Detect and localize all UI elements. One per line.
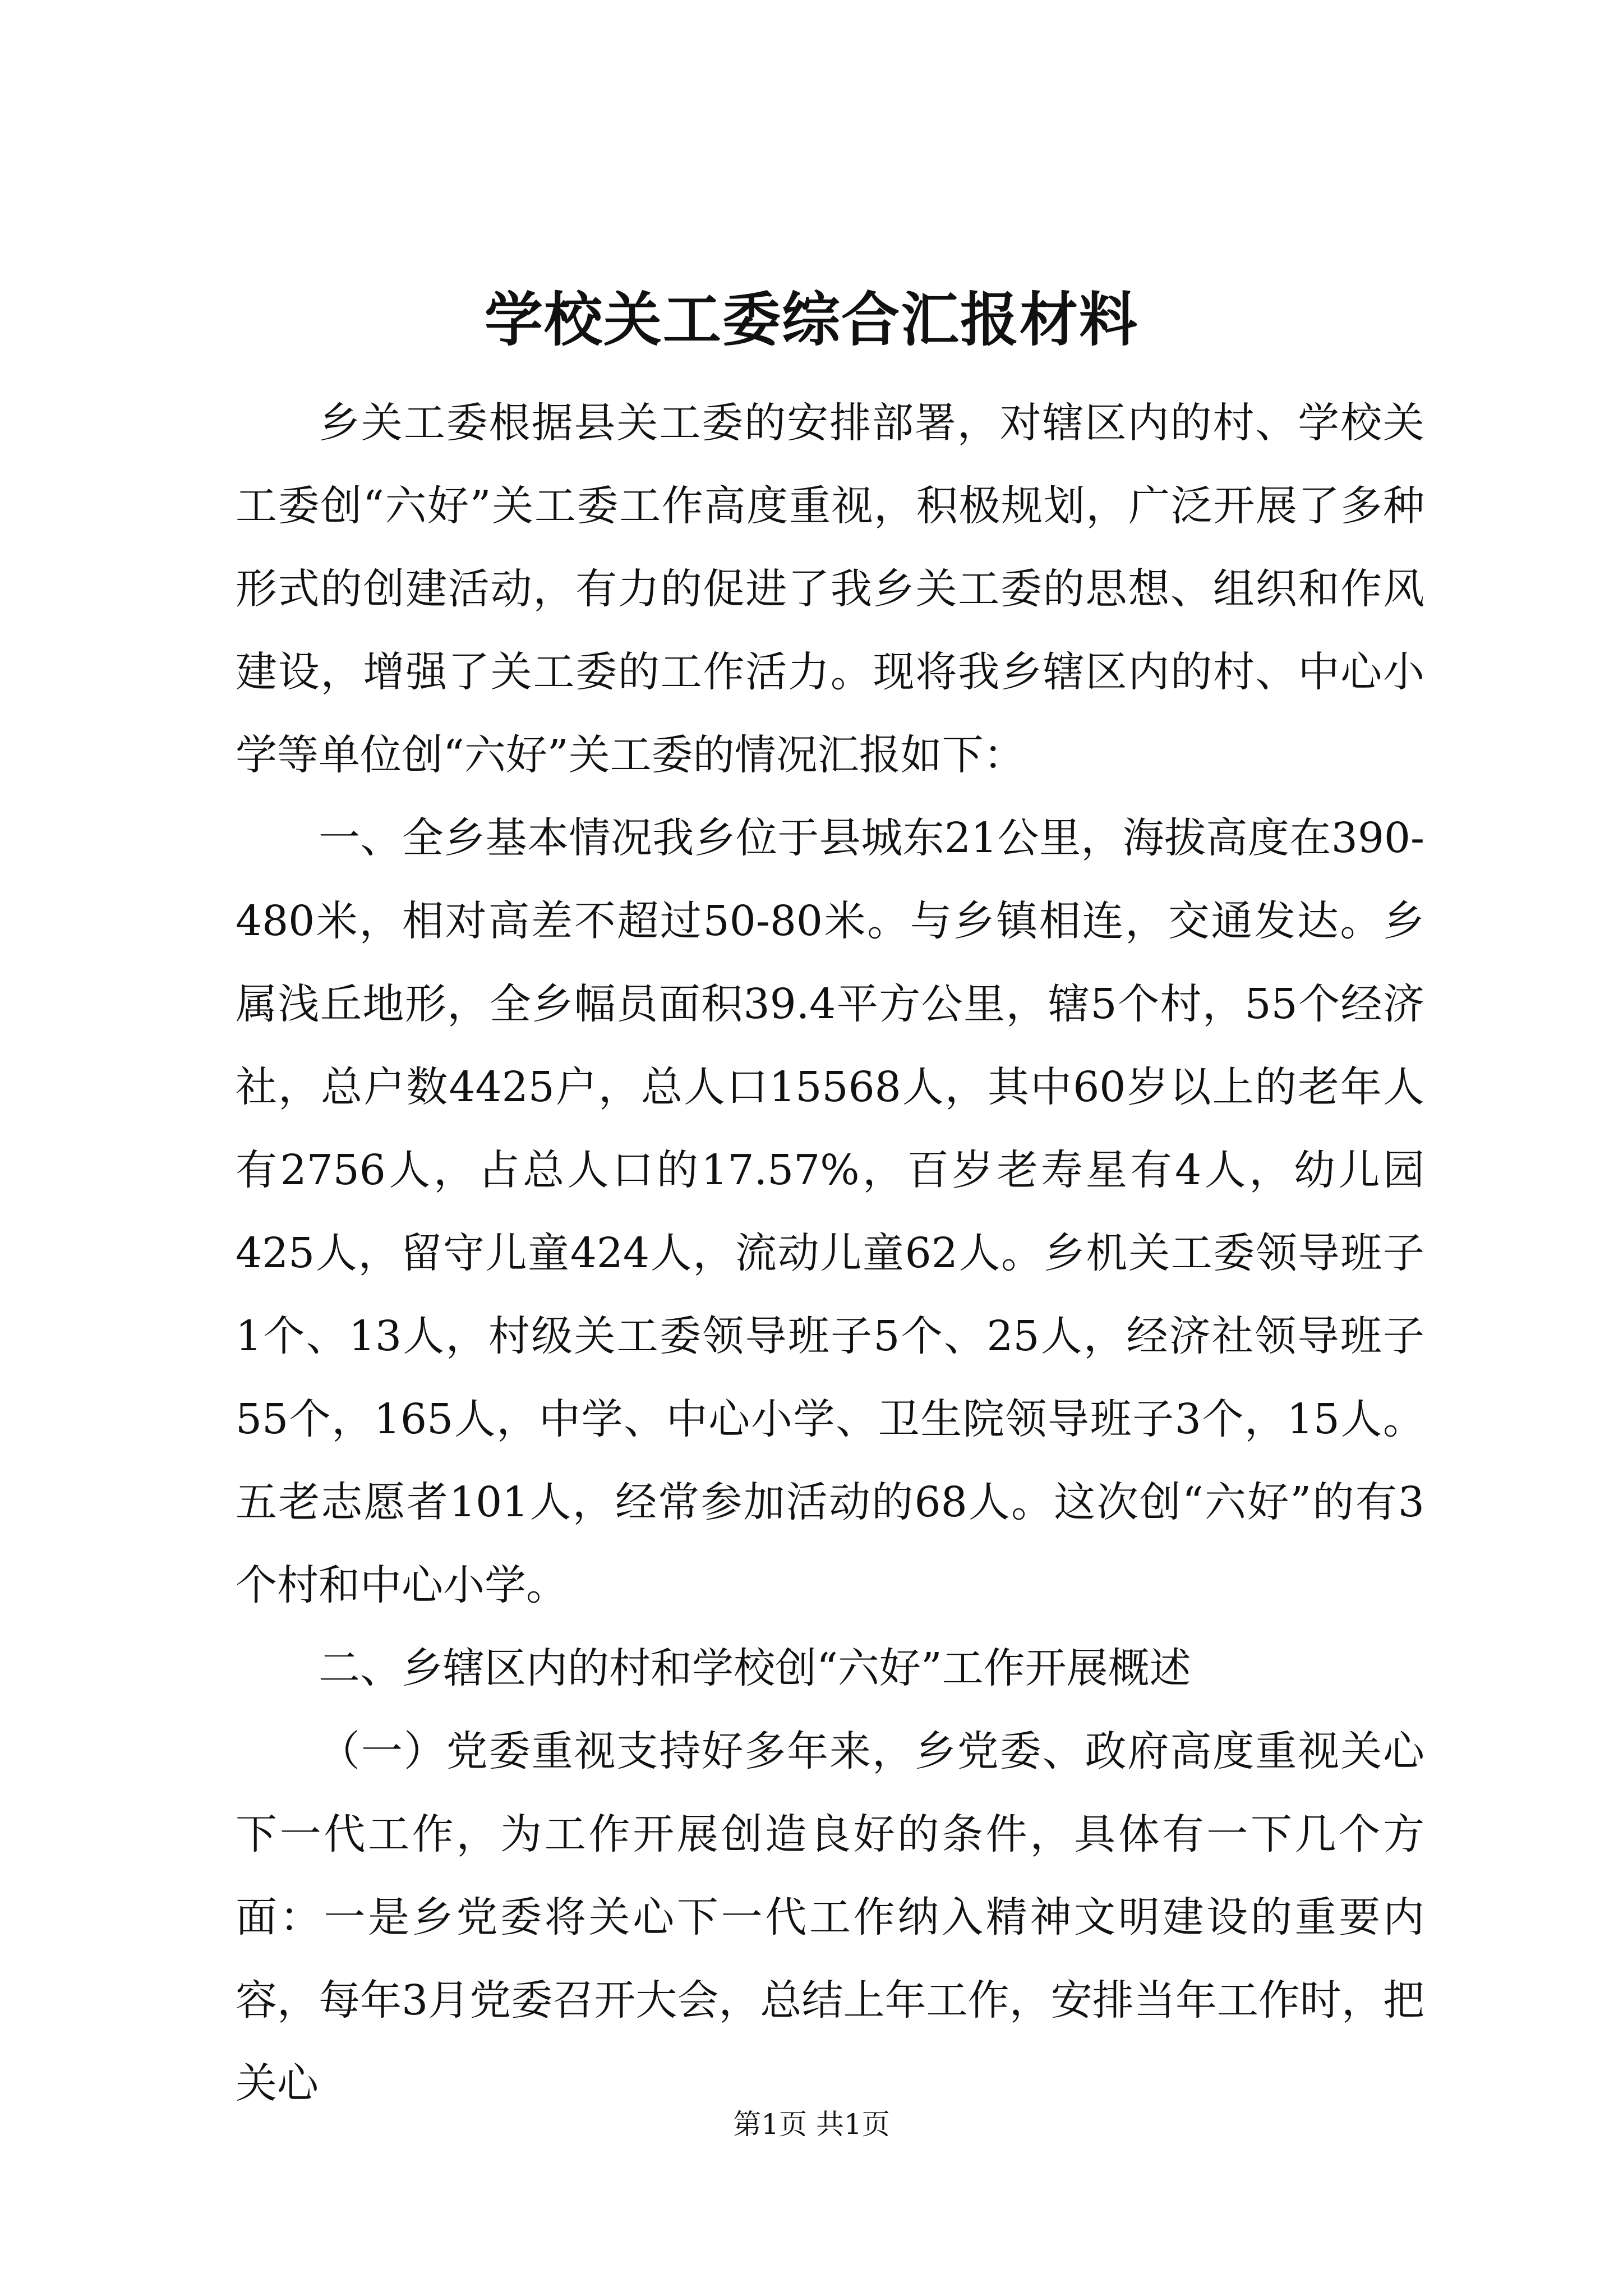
- document-title: 学校关工委综合汇报材料: [484, 285, 1138, 354]
- page-footer: 第1页 共1页: [733, 2108, 890, 2141]
- paragraph-basic-info: 一、全乡基本情况我乡位于县城东21公里，海拔高度在390-480米，相对高差不超过50-80米。与乡镇相连，交通发达。乡属浅丘地形，全乡幅员面积39.4平方公里，辖5个村，55个经济社，总户数4425户，总人口15568人，其中60岁以上的老年人有2756人，占总人口的17.57%，百岁老寿星有4人，幼儿园425人，留守儿童424人，流动儿童62人。乡机关工委领导班子1个、13人，村级关工委领导班子5个、25人，经济社领导班子55个，165人，中学、中心小学、卫生院领导班子3个，15人。五老志愿者101人，经常参加活动的68人。这次创“六好”的有3个村和中心小学。: [236, 814, 1424, 1609]
- section-heading-2: 二、乡辖区内的村和学校创“六好”工作开展概述: [319, 1644, 1191, 1692]
- document-body: [236, 381, 1424, 2125]
- paragraph-intro: 乡关工委根据县关工委的安排部署，对辖区内的村、学校关工委创“六好”关工委工作高度重视，积极规划，广泛开展了多种形式的创建活动，有力的促进了我乡关工委的思想、组织和作风建设，增强了关工委的工作活力。现将我乡辖区内的村、中心小学等单位创“六好”关工委的情况汇报如下：: [236, 399, 1424, 779]
- paragraph-party-support: （一）党委重视支持好多年来，乡党委、政府高度重视关心下一代工作，为工作开展创造良好的条件，具体有一下几个方面：一是乡党委将关心下一代工作纳入精神文明建设的重要内容，每年3月党委召开大会，总结上年工作，安排当年工作时，把关心: [236, 1727, 1424, 2108]
